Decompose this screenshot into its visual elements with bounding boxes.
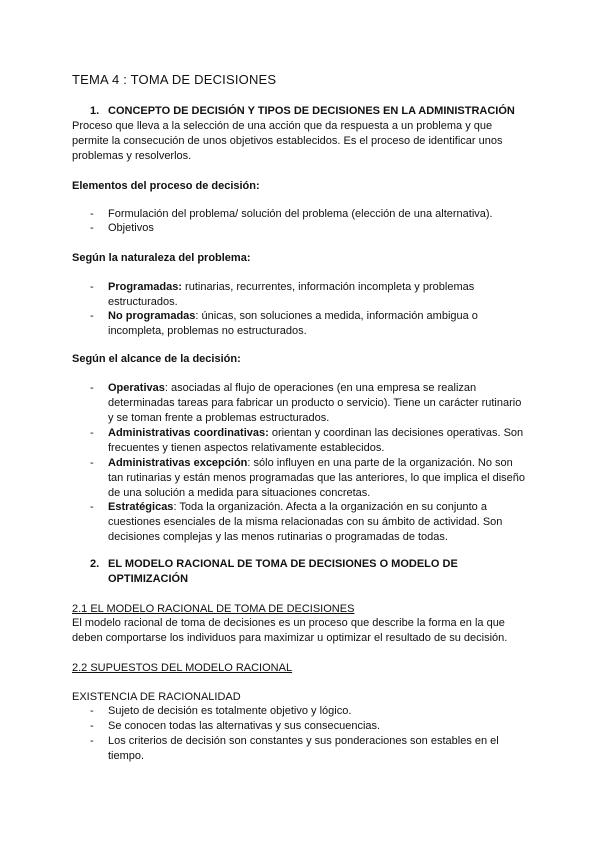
term: Programadas: <box>108 281 182 293</box>
list-item <box>72 456 527 501</box>
list-item-text <box>108 426 528 456</box>
section-title: CONCEPTO DE DECISIÓN Y TIPOS DE DECISIONES EN LA ADMINISTRACIÓN <box>108 105 515 117</box>
term: No programadas <box>108 310 196 322</box>
racionalidad-heading: EXISTENCIA DE RACIONALIDAD <box>72 691 241 703</box>
list-item-text <box>108 309 528 339</box>
section-number: 1. <box>90 105 100 117</box>
definition: : sólo influyen en una parte de la organización. No son tan rutinarias y están menos programadas que las anteriores, lo que implica el diseño de una solución a medida para situaciones concretas. <box>108 457 526 499</box>
list-item-text: Formulación del problema/ solución del problema (elección de una alternativa). <box>108 208 493 220</box>
list-item-text <box>108 500 528 545</box>
list-item <box>72 381 527 426</box>
section-1-intro: Proceso que lleva a la selección de una acción que da respuesta a un problema y que permite la consecución de unos objetivos establecidos. Es el proceso de identificar unos problemas y resolverlos. <box>72 120 503 162</box>
list-item-text <box>108 381 528 426</box>
bullet-dash: - <box>90 705 94 717</box>
list-item <box>72 704 527 719</box>
bullet-dash: - <box>90 720 94 732</box>
list-item <box>72 221 527 236</box>
section-number: 2. <box>90 558 100 570</box>
elementos-heading: Elementos del proceso de decisión: <box>72 180 260 192</box>
alcance-heading: Según el alcance de la decisión: <box>72 353 241 365</box>
definition: : Toda la organización. Afecta a la organización en su conjunto a cuestiones esenciales de la misma relacionadas con su ámbito de actividad. Son decisiones complejas y las menos rutinarias o programadas de todas. <box>108 501 503 543</box>
list-item <box>72 734 527 764</box>
section-2-heading <box>72 557 532 587</box>
bullet-dash: - <box>90 222 94 234</box>
bullet-dash: - <box>90 427 94 439</box>
term: Administrativas excepción <box>108 457 248 469</box>
bullet-dash: - <box>90 208 94 220</box>
bullet-dash: - <box>90 735 94 747</box>
list-item <box>72 309 527 339</box>
definition: orientan y coordinan las decisiones operativas. Son frecuentes y tienen aspectos relativamente establecidos. <box>108 427 524 454</box>
bullet-dash: - <box>90 382 94 394</box>
list-item <box>72 500 527 545</box>
subsection-2-2-heading: 2.2 SUPUESTOS DEL MODELO RACIONAL <box>72 662 293 674</box>
section-1-heading <box>72 104 532 119</box>
bullet-dash: - <box>90 501 94 513</box>
subsection-2-1-text: El modelo racional de toma de decisiones es un proceso que describe la forma en la que deben comportarse los individuos para maximizar u optimizar el resultado de su decisión. <box>72 617 508 644</box>
list-item <box>72 207 527 222</box>
term: Estratégicas <box>108 501 174 513</box>
definition: : únicas, son soluciones a medida, información ambigua o incompleta, problemas no estructurados. <box>108 310 478 337</box>
bullet-dash: - <box>90 457 94 469</box>
list-item <box>72 280 527 310</box>
section-title: EL MODELO RACIONAL DE TOMA DE DECISIONES O MODELO DE OPTIMIZACIÓN <box>108 558 458 585</box>
bullet-dash: - <box>90 310 94 322</box>
definition: rutinarias, recurrentes, información incompleta y problemas estructurados. <box>108 281 475 308</box>
list-item <box>72 426 527 456</box>
naturaleza-heading: Según la naturaleza del problema: <box>72 252 251 264</box>
list-item-text: Se conocen todas las alternativas y sus consecuencias. <box>108 720 381 732</box>
list-item-text: Sujeto de decisión es totalmente objetivo y lógico. <box>108 705 352 717</box>
term: Operativas <box>108 382 165 394</box>
term: Administrativas coordinativas: <box>108 427 269 439</box>
subsection-2-1-heading: 2.1 EL MODELO RACIONAL DE TOMA DE DECISIONES <box>72 603 355 615</box>
bullet-dash: - <box>90 281 94 293</box>
list-item-text <box>108 456 528 501</box>
list-item-text: Objetivos <box>108 222 154 234</box>
list-item-text: Los criterios de decisión son constantes y sus ponderaciones son estables en el tiempo. <box>108 735 499 762</box>
list-item-text <box>108 280 528 310</box>
list-item <box>72 719 527 734</box>
definition: : asociadas al flujo de operaciones (en una empresa se realizan determinadas tareas para fabricar un producto o servicio). Tiene un carácter rutinario y se toman frente a problemas estructurados. <box>108 382 522 424</box>
page-title: TEMA 4 : TOMA DE DECISIONES <box>72 72 277 87</box>
